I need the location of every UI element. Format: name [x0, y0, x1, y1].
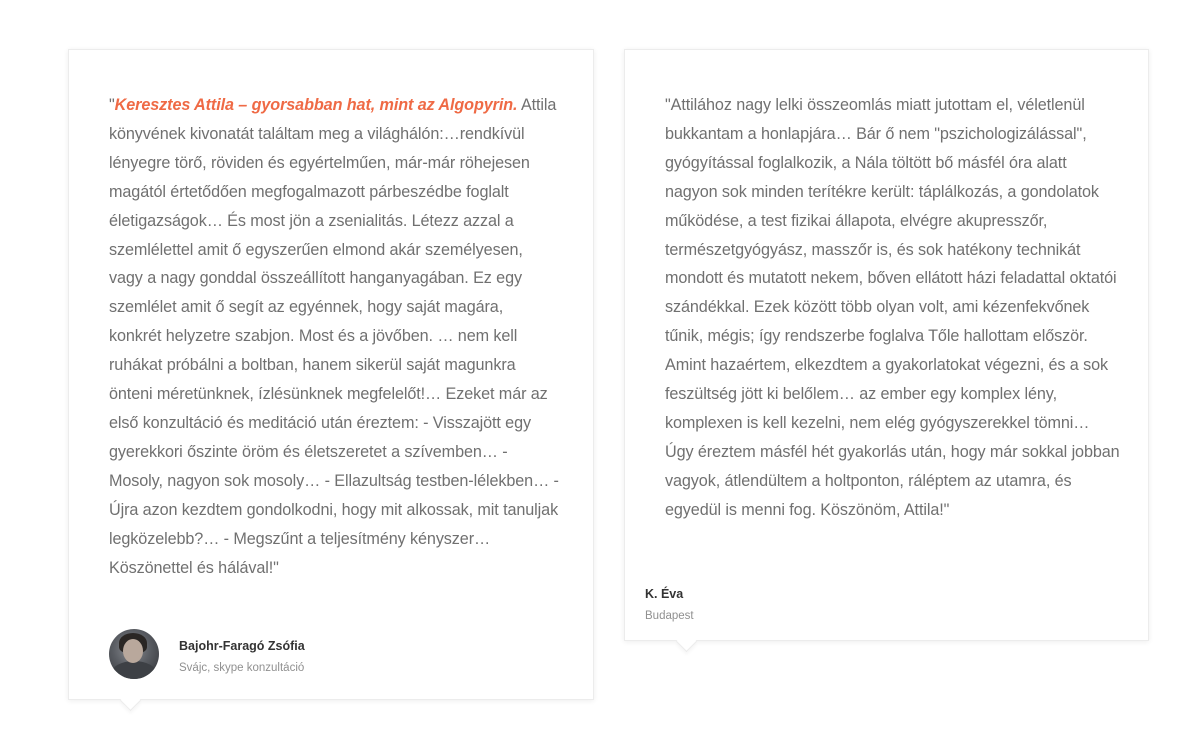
- testimonial-card-2: [624, 49, 1149, 641]
- author-name: K. Éva: [645, 587, 684, 601]
- testimonial-quote: [109, 91, 559, 582]
- avatar: [109, 629, 159, 679]
- testimonial-lead: Keresztes Attila – gyorsabban hat, mint az Algopyrin.: [114, 96, 518, 114]
- testimonial-quote: "Attilához nagy lelki összeomlás miatt jutottam el, véletlenül bukkantam a honlapjára… Bár ő nem "pszichologizálással", gyógyítással foglalkozik, a Nála töltött bő másfél óra alatt nagyon sok minden terítékre került: táplálkozás, a gondolatok működése, a test fizikai állapota, elvégre akupresszőr, természetgyógyász, masszőr is, és sok hatékony technikát mondott és mutatott nekem, bőven ellátott házi feladattal oktatói szándékkal. Ezek között több olyan volt, ami kézenfekvőnek tűnik, mégis; így rendszerbe foglalva Tőle hallottam először. Amint hazaértem, elkezdtem a gyakorlatokat végezni, és a sok feszültség jött ki belőlem… az ember egy komplex lény, komplexen is kell kezelni, nem elég gyógyszerekkel tömni… Úgy éreztem másfél hét gyakorlás után, hogy már sokkal jobban vagyok, átlendültem a holtponton, ráléptem az utamra, és egyedül is menni fog. Köszönöm, Attila!": [665, 96, 1120, 519]
- author-location: Budapest: [645, 610, 694, 622]
- author-info: [645, 586, 694, 623]
- testimonial-card-1: [68, 49, 594, 700]
- quote-open-mark: ": [109, 96, 115, 114]
- author-location: Svájc, skype konzultáció: [179, 662, 305, 674]
- author-info: [179, 638, 305, 675]
- testimonial-body: Attila könyvének kivonatát találtam meg a világhálón:…rendkívül lényegre törő, röviden és egyértelműen, már-már röhejesen magától értetődően megfogalmazott párbeszédbe foglalt életigazságok… És most jön a zsenialitás. Létezz azzal a szemlélettel amit ő egyszerűen elmond akár személyesen, vagy a nagy gonddal összeállított hanganyagában. Ez egy szemlélet amit ő segít az egyénnek, hogy saját magára, konkrét helyzetre szabjon. Most és a jövőben. … nem kell ruhákat próbálni a boltban, hanem sikerül saját magunkra önteni méretünknek, ízlésünknek megfelelőt!… Ezeket már az első konzultáció és meditáció után éreztem: - Visszajött egy gyerekkori őszinte öröm és életszeretet a szívemben… - Mosoly, nagyon sok mosoly… - Ellazultság testben-lélekben… - Újra azon kezdtem gondolkodni, hogy mit alkossak, mit tanuljak legközelebb?… - Megszűnt a teljesítmény kényszer… Köszönettel és hálával!": [109, 96, 559, 577]
- author-name: Bajohr-Faragó Zsófia: [179, 639, 305, 653]
